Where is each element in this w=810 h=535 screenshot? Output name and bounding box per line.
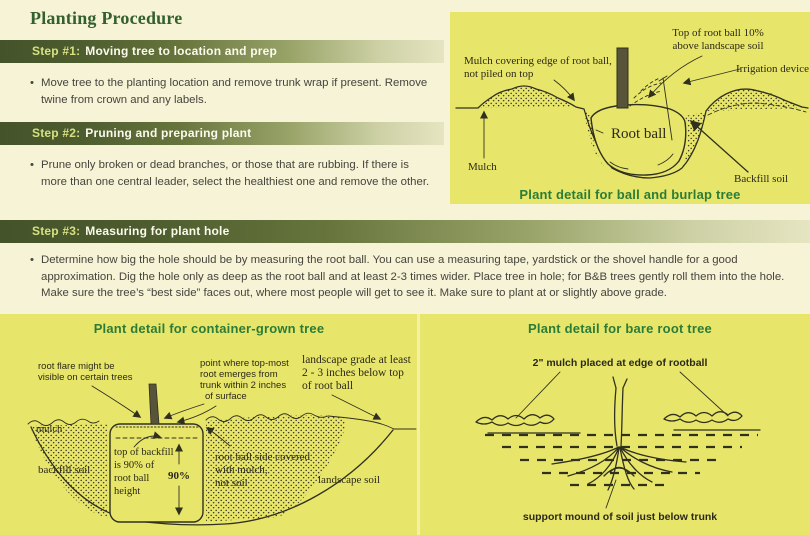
step3-bullet: [30, 252, 787, 302]
label-root-flare-1: root flare might be: [38, 361, 115, 372]
ball-burlap-caption: Plant detail for ball and burlap tree: [519, 187, 741, 202]
irrigation-spray: [630, 78, 662, 106]
label-top-root-ball-line2: above landscape soil: [672, 40, 764, 52]
mulch-pointer-left: [516, 372, 560, 418]
step3-number: Step #3:: [32, 224, 81, 238]
label-side-1: root ball side covered: [215, 451, 310, 463]
step2-header: [0, 122, 444, 145]
ball-burlap-diagram-panel: [450, 12, 810, 204]
label-mulch: mulch: [36, 424, 63, 435]
label-backfill-height-1: top of backfill: [114, 447, 174, 458]
label-backfill-soil: Backfill soil: [734, 173, 789, 185]
support-mound: [604, 468, 634, 477]
top-root-arrow-2: [178, 406, 216, 422]
step1-bullet: [30, 75, 434, 109]
label-mulch: Mulch: [468, 161, 497, 173]
tree-trunk: [149, 384, 159, 424]
step1-title: Moving tree to location and prep: [85, 44, 278, 58]
bare-root-drawing: [430, 314, 810, 535]
step2-bullet: [30, 157, 434, 191]
right-mulch-mound: [706, 89, 802, 111]
label-grade-3: of root ball: [302, 380, 354, 392]
backfill-arrow: [692, 122, 748, 172]
ball-burlap-drawing: [450, 12, 810, 186]
step3-title: Measuring for plant hole: [85, 224, 230, 238]
step3-header: [0, 220, 810, 243]
mulch-pointer-right: [680, 372, 728, 416]
container-grown-drawing: [0, 314, 418, 535]
label-backfill-height-2: is 90% of: [114, 460, 155, 471]
label-top-root-ball-line1: Top of root ball 10%: [672, 27, 764, 39]
label-ninety-percent: 90%: [168, 470, 190, 482]
label-top-root-2: root emerges from: [200, 369, 278, 380]
label-top-root-3: trunk within 2 inches: [200, 380, 287, 391]
label-mulch-edge: 2" mulch placed at edge of rootball: [532, 357, 708, 369]
step3-bullet-text: • Determine how big the hole should be by measuring the root ball. You can use a measuring tape, yardstick or the shovel handle for a good approximation. Dig the hole only as deep as the root ball and at least 2-3 times wider. Place tree in hole; for B&B trees gently roll them into the hole. Make sure the tree’s “best side” faces out, where most people will get to see it. Make sure to plant at or slightly above grade.: [41, 254, 785, 299]
label-root-flare-2: visible on certain trees: [38, 372, 133, 383]
page-title: Planting Procedure: [30, 8, 183, 28]
root-flare-arrow: [92, 386, 140, 417]
bottom-diagrams-strip: [0, 314, 810, 535]
step1-bullet-text: • Move tree to the planting location and remove trunk wrap if present. Remove twine from crown and any labels.: [41, 77, 428, 106]
step2-bullet-text: • Prune only broken or dead branches, or those that are rubbing. If there is more than one central leader, select the healthiest one and remove the other.: [41, 159, 430, 188]
step1-header: [0, 40, 444, 63]
label-irrigation-device: Irrigation device: [736, 63, 809, 75]
label-backfill-height-4: height: [114, 486, 141, 497]
label-landscape-soil: landscape soil: [318, 474, 381, 486]
top-of-root-ball-arrow: [649, 56, 702, 97]
label-root-ball: Root ball: [611, 126, 667, 142]
mulch-scribble-right: [664, 412, 760, 430]
container-grown-caption: Plant detail for container-grown tree: [93, 321, 325, 336]
tree-trunk: [617, 48, 628, 108]
label-side-3: not soil: [215, 477, 248, 489]
step2-number: Step #2:: [32, 126, 81, 140]
step1-number: Step #1:: [32, 44, 81, 58]
left-mulch-mound: [478, 87, 576, 108]
label-mulch-edge-line1: Mulch covering edge of root ball,: [464, 55, 612, 67]
grade-arrow: [332, 395, 380, 419]
label-side-2: with mulch,: [215, 464, 268, 476]
label-mulch-edge-line2: not piled on top: [464, 68, 534, 80]
irrigation-arrow: [684, 69, 740, 83]
step2-title: Pruning and preparing plant: [85, 126, 252, 140]
mulch-scribble-left: [476, 415, 580, 433]
label-backfill-soil: backfill soil: [38, 464, 91, 476]
label-support-mound: support mound of soil just below trunk: [522, 511, 718, 523]
label-grade-1: landscape grade at least: [302, 354, 411, 366]
label-backfill-height-3: root ball: [114, 473, 150, 484]
label-grade-2: 2 - 3 inches below top: [302, 367, 404, 379]
label-top-root-4: of surface: [205, 391, 247, 402]
bare-root-caption: Plant detail for bare root tree: [528, 321, 712, 336]
panel-divider: [417, 314, 420, 535]
label-top-root-1: point where top-most: [200, 358, 289, 369]
